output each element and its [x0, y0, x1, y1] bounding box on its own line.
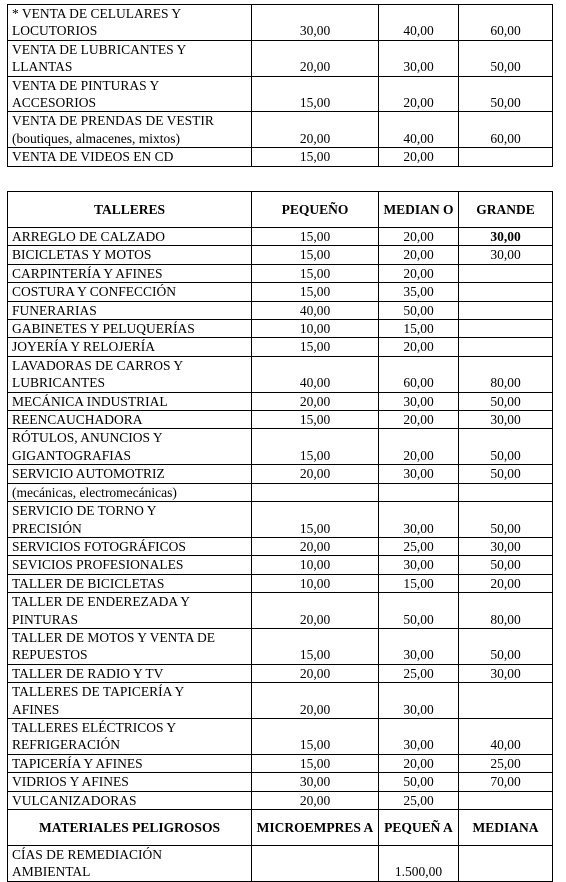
- table-row: [8, 338, 553, 356]
- row-label: [8, 320, 252, 338]
- row-label-line: FUNERARIAS: [12, 302, 97, 318]
- row-label: [8, 664, 252, 682]
- row-label-line: LOCUTORIOS: [12, 23, 98, 39]
- value-cell: 30,00: [379, 40, 459, 76]
- value-cell: [252, 846, 379, 882]
- value-cell: 20,00: [252, 791, 379, 809]
- value-cell: [459, 148, 553, 166]
- value-cell: 60,00: [379, 356, 459, 392]
- table-row: [8, 791, 553, 809]
- value-cell: 20,00: [379, 264, 459, 282]
- table-row: [8, 773, 553, 791]
- row-label-line: VULCANIZADORAS: [12, 792, 137, 808]
- header-mediana: MEDIANA: [459, 810, 553, 846]
- value-cell: 15,00: [252, 628, 379, 664]
- table-row: [8, 465, 553, 483]
- talleres-header-row: [8, 192, 553, 228]
- value-cell: 50,00: [459, 502, 553, 538]
- value-cell: 50,00: [459, 628, 553, 664]
- table-row: [8, 429, 553, 465]
- value-cell: 25,00: [379, 537, 459, 555]
- row-label: [8, 392, 252, 410]
- value-cell: [459, 683, 553, 719]
- value-cell: 15,00: [379, 574, 459, 592]
- row-label: [8, 5, 252, 41]
- value-cell: 20,00: [379, 429, 459, 465]
- table-row: [8, 754, 553, 772]
- value-cell: 15,00: [379, 320, 459, 338]
- row-label: [8, 537, 252, 555]
- value-cell: 30,00: [459, 246, 553, 264]
- value-cell: 20,00: [379, 246, 459, 264]
- row-label: [8, 593, 252, 629]
- row-label-line: VENTA DE LUBRICANTES Y: [12, 41, 187, 57]
- value-cell: 50,00: [379, 593, 459, 629]
- row-label-line: PRECISIÓN: [12, 520, 82, 536]
- row-label-line: GABINETES Y PELUQUERÍAS: [12, 321, 195, 337]
- table-row: [8, 574, 553, 592]
- value-cell: [459, 338, 553, 356]
- value-cell: 20,00: [379, 76, 459, 112]
- value-cell: 30,00: [252, 773, 379, 791]
- row-label: [8, 301, 252, 319]
- table-row: [8, 40, 553, 76]
- value-cell: 40,00: [379, 112, 459, 148]
- row-label-line: LLANTAS: [12, 59, 73, 75]
- value-cell: [379, 483, 459, 501]
- value-cell: 30,00: [379, 683, 459, 719]
- value-cell: 60,00: [459, 5, 553, 41]
- table-row: [8, 301, 553, 319]
- value-cell: [459, 301, 553, 319]
- value-cell: 15,00: [252, 283, 379, 301]
- row-label-line: TALLERES ELÉCTRICOS Y: [12, 719, 177, 735]
- table-row: [8, 356, 553, 392]
- row-label: [8, 683, 252, 719]
- table-row: [8, 683, 553, 719]
- row-label-line: LAVADORAS DE CARROS Y: [12, 357, 184, 373]
- row-label-line: GIGANTOGRAFIAS: [12, 447, 132, 463]
- row-label: [8, 112, 252, 148]
- row-label: [8, 556, 252, 574]
- row-label-line: SERVICIO AUTOMOTRIZ: [12, 466, 165, 482]
- value-cell: 60,00: [459, 112, 553, 148]
- value-cell: 20,00: [252, 465, 379, 483]
- row-label: [8, 148, 252, 166]
- row-label-line: COSTURA Y CONFECCIÓN: [12, 284, 177, 300]
- value-cell: 20,00: [252, 537, 379, 555]
- row-label: [8, 754, 252, 772]
- row-label: [8, 628, 252, 664]
- table-row: [8, 392, 553, 410]
- table-row: [8, 628, 553, 664]
- row-label-line: REFRIGERACIÓN: [12, 737, 121, 753]
- table-row: [8, 5, 553, 41]
- value-cell: 30,00: [459, 664, 553, 682]
- header-pequeno: PEQUEÑO: [252, 192, 379, 228]
- table-row: [8, 664, 553, 682]
- row-label-line: AMBIENTAL: [12, 864, 91, 880]
- table-row: [8, 148, 553, 166]
- row-label: [8, 356, 252, 392]
- row-label-line: TALLER DE BICICLETAS: [12, 575, 165, 591]
- value-cell: 50,00: [459, 556, 553, 574]
- value-cell: 15,00: [252, 754, 379, 772]
- row-label: [8, 465, 252, 483]
- table-row: [8, 76, 553, 112]
- header-materiales: MATERIALES PELIGROSOS: [8, 810, 252, 846]
- value-cell: 15,00: [252, 76, 379, 112]
- row-label-line: VENTA DE PRENDAS DE VESTIR: [12, 113, 214, 129]
- value-cell: 1.500,00: [379, 846, 459, 882]
- row-label-line: VENTA DE PINTURAS Y: [12, 77, 160, 93]
- value-cell: 20,00: [379, 754, 459, 772]
- row-label-line: ACCESORIOS: [12, 95, 97, 111]
- row-label-line: PINTURAS: [12, 611, 79, 627]
- row-label-line: CARPINTERÍA Y AFINES: [12, 265, 163, 281]
- value-cell: 30,00: [379, 718, 459, 754]
- row-label-line: SERVICIOS FOTOGRÁFICOS: [12, 538, 186, 554]
- table-talleres: [7, 191, 553, 882]
- value-cell: 20,00: [252, 593, 379, 629]
- value-cell: 10,00: [252, 320, 379, 338]
- row-label-line: SERVICIO DE TORNO Y: [12, 503, 157, 519]
- row-label: [8, 76, 252, 112]
- value-cell: 20,00: [252, 683, 379, 719]
- value-cell: 15,00: [252, 502, 379, 538]
- row-label: [8, 718, 252, 754]
- row-label-line: TALLER DE MOTOS Y VENTA DE: [12, 629, 215, 645]
- row-label-line: (mecánicas, electromecánicas): [12, 484, 177, 500]
- row-label-line: LUBRICANTES: [12, 375, 106, 391]
- value-cell: 50,00: [379, 301, 459, 319]
- value-cell: 30,00: [459, 228, 553, 246]
- value-cell: [459, 483, 553, 501]
- value-cell: 70,00: [459, 773, 553, 791]
- value-cell: [459, 283, 553, 301]
- value-cell: 20,00: [252, 112, 379, 148]
- value-cell: [252, 483, 379, 501]
- row-label: [8, 429, 252, 465]
- value-cell: 30,00: [379, 556, 459, 574]
- table-row: [8, 283, 553, 301]
- table-row: [8, 264, 553, 282]
- value-cell: 20,00: [379, 148, 459, 166]
- value-cell: 30,00: [379, 628, 459, 664]
- table-row: [8, 320, 553, 338]
- value-cell: 20,00: [459, 574, 553, 592]
- value-cell: 25,00: [459, 754, 553, 772]
- row-label: [8, 574, 252, 592]
- value-cell: 25,00: [379, 791, 459, 809]
- header-microempresa: MICROEMPRES A: [252, 810, 379, 846]
- value-cell: 20,00: [252, 664, 379, 682]
- value-cell: 20,00: [379, 411, 459, 429]
- value-cell: 15,00: [252, 718, 379, 754]
- value-cell: 50,00: [459, 40, 553, 76]
- table-row: [8, 537, 553, 555]
- table-row: [8, 112, 553, 148]
- value-cell: 35,00: [379, 283, 459, 301]
- row-label-line: TALLER DE RADIO Y TV: [12, 665, 164, 681]
- table-row: [8, 556, 553, 574]
- value-cell: 20,00: [252, 392, 379, 410]
- row-label: [8, 502, 252, 538]
- row-label-line: JOYERÍA Y RELOJERÍA: [12, 339, 155, 355]
- row-label-line: (boutiques, almacenes, mixtos): [12, 130, 180, 146]
- row-label: [8, 338, 252, 356]
- value-cell: 50,00: [459, 76, 553, 112]
- row-label: [8, 283, 252, 301]
- value-cell: [459, 791, 553, 809]
- value-cell: 15,00: [252, 228, 379, 246]
- value-cell: 10,00: [252, 574, 379, 592]
- value-cell: 20,00: [379, 338, 459, 356]
- row-label: [8, 846, 252, 882]
- value-cell: 40,00: [379, 5, 459, 41]
- value-cell: 40,00: [252, 356, 379, 392]
- value-cell: 15,00: [252, 148, 379, 166]
- value-cell: 15,00: [252, 264, 379, 282]
- row-label: [8, 773, 252, 791]
- value-cell: [459, 264, 553, 282]
- value-cell: 20,00: [379, 228, 459, 246]
- row-label: [8, 411, 252, 429]
- value-cell: 15,00: [252, 338, 379, 356]
- row-label-line: CÍAS DE REMEDIACIÓN: [12, 847, 162, 862]
- table-row: [8, 718, 553, 754]
- row-label-line: TALLERES DE TAPICERÍA Y: [12, 684, 185, 700]
- row-label-line: BICICLETAS Y MOTOS: [12, 247, 152, 263]
- value-cell: 15,00: [252, 411, 379, 429]
- value-cell: 25,00: [379, 664, 459, 682]
- row-label-line: REPUESTOS: [12, 647, 88, 663]
- row-label-line: * VENTA DE CELULARES Y: [12, 6, 182, 21]
- value-cell: 30,00: [379, 502, 459, 538]
- value-cell: 50,00: [379, 773, 459, 791]
- value-cell: 80,00: [459, 356, 553, 392]
- row-label: [8, 264, 252, 282]
- value-cell: [459, 846, 553, 882]
- row-label-line: VIDRIOS Y AFINES: [12, 774, 129, 790]
- value-cell: 40,00: [252, 301, 379, 319]
- header-mediano: MEDIAN O: [379, 192, 459, 228]
- row-label: [8, 228, 252, 246]
- table-ventas: [7, 4, 553, 167]
- value-cell: 50,00: [459, 465, 553, 483]
- row-label-line: VENTA DE VIDEOS EN CD: [12, 149, 174, 165]
- row-label-line: TAPICERÍA Y AFINES: [12, 755, 143, 771]
- value-cell: 15,00: [252, 246, 379, 264]
- value-cell: 10,00: [252, 556, 379, 574]
- value-cell: 50,00: [459, 429, 553, 465]
- table-row: [8, 502, 553, 538]
- row-label-line: ARREGLO DE CALZADO: [12, 229, 165, 244]
- row-label: [8, 791, 252, 809]
- table-row: [8, 483, 553, 501]
- header-grande: GRANDE: [459, 192, 553, 228]
- value-cell: 80,00: [459, 593, 553, 629]
- row-label-line: MECÁNICA INDUSTRIAL: [12, 393, 168, 409]
- row-label: [8, 483, 252, 501]
- value-cell: 15,00: [252, 429, 379, 465]
- table-row: [8, 593, 553, 629]
- value-cell: [459, 320, 553, 338]
- row-label-line: SEVICIOS PROFESIONALES: [12, 557, 184, 573]
- table-row: [8, 246, 553, 264]
- row-label: [8, 40, 252, 76]
- row-label-line: TALLER DE ENDEREZADA Y: [12, 594, 191, 610]
- value-cell: 30,00: [459, 411, 553, 429]
- table-row: [8, 846, 553, 882]
- table-row: [8, 411, 553, 429]
- value-cell: 30,00: [379, 392, 459, 410]
- value-cell: 30,00: [379, 465, 459, 483]
- value-cell: 30,00: [459, 537, 553, 555]
- materiales-header-row: [8, 810, 553, 846]
- row-label-line: REENCAUCHADORA: [12, 412, 143, 428]
- table-row: [8, 228, 553, 246]
- value-cell: 50,00: [459, 392, 553, 410]
- value-cell: 20,00: [252, 40, 379, 76]
- row-label-line: RÓTULOS, ANUNCIOS Y: [12, 430, 163, 446]
- value-cell: 30,00: [252, 5, 379, 41]
- row-label-line: AFINES: [12, 701, 60, 717]
- row-label: [8, 246, 252, 264]
- value-cell: 40,00: [459, 718, 553, 754]
- header-talleres: TALLERES: [8, 192, 252, 228]
- header-pequena: PEQUEÑ A: [379, 810, 459, 846]
